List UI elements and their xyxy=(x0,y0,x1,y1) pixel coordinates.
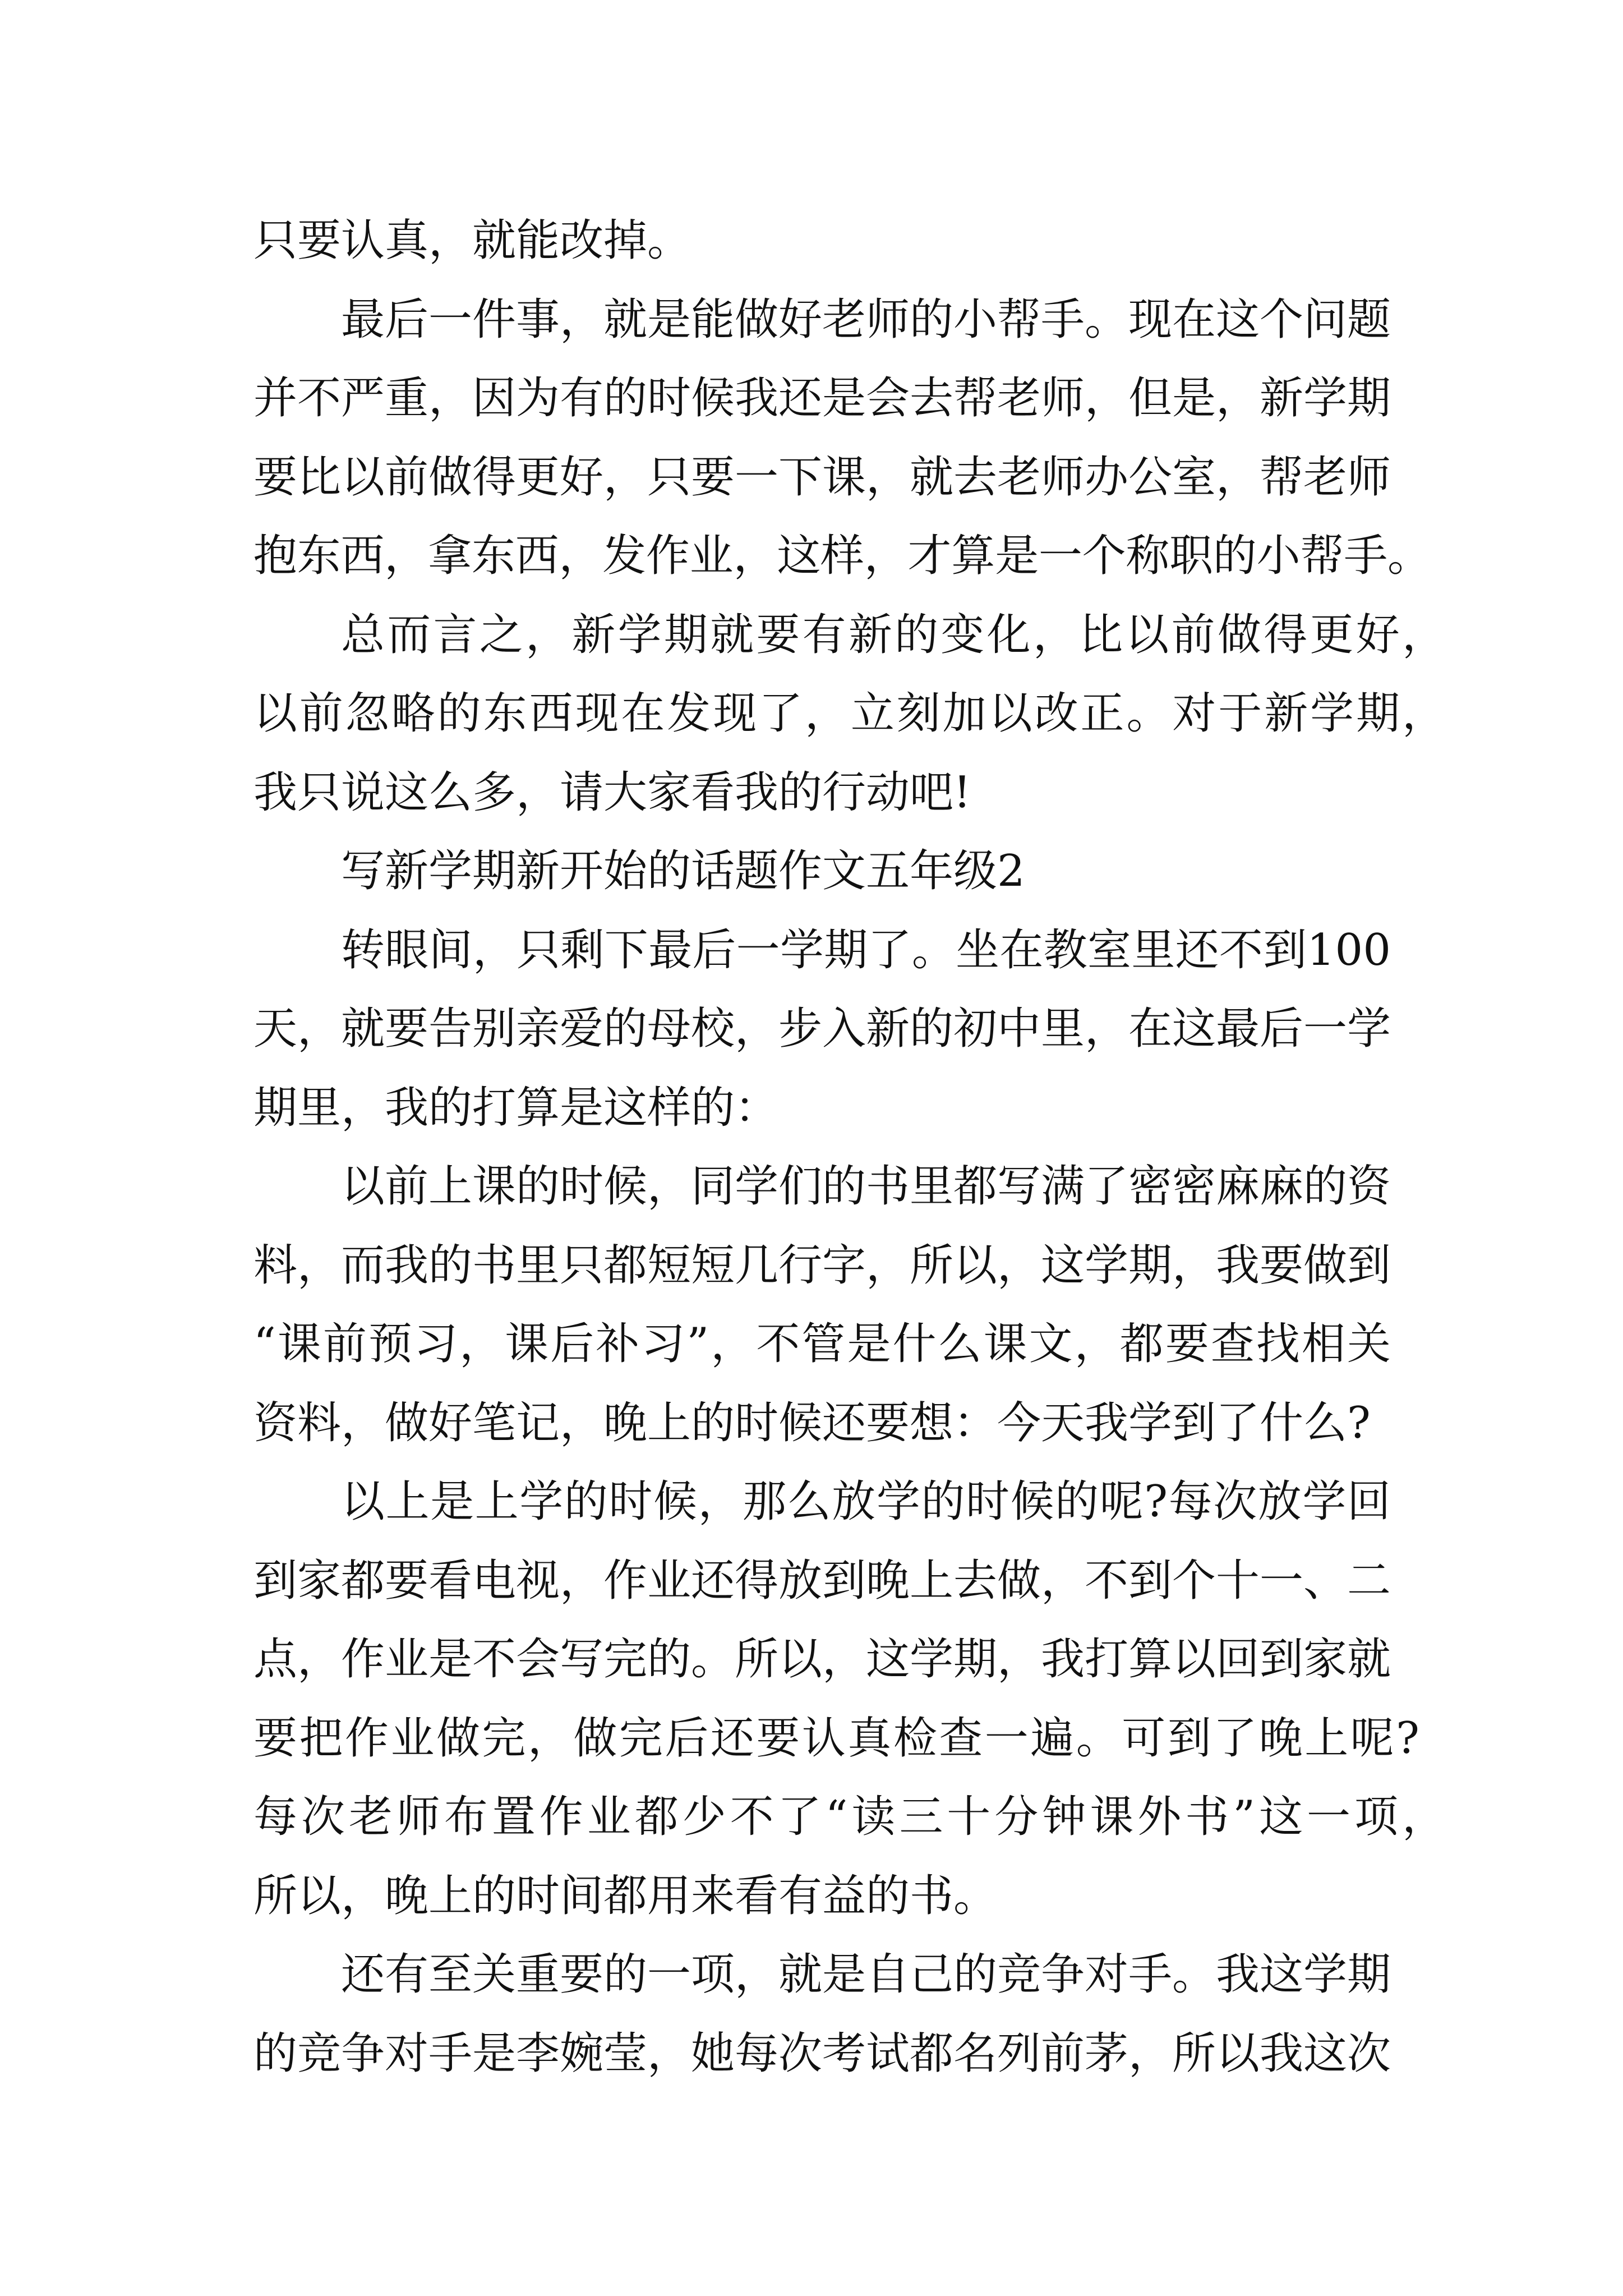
text-line-content: “课前预习，课后补习”，不管是什么课文，都要查找相关 xyxy=(253,1319,1393,1369)
paragraph xyxy=(253,1147,1446,1462)
text-line xyxy=(253,753,1391,832)
text-line xyxy=(253,359,1391,438)
paragraph xyxy=(253,280,1446,596)
text-line xyxy=(253,1620,1391,1699)
text-line xyxy=(253,438,1391,517)
text-line-content: 料，而我的书里只都短短几行字，所以，这学期，我要做到 xyxy=(253,1240,1391,1291)
text-line xyxy=(253,517,1431,596)
paragraph xyxy=(253,201,1446,280)
document-body xyxy=(253,201,1450,2093)
text-line-content: 转眼间，只剩下最后一学期了。坐在教室里还不到100 xyxy=(341,924,1391,976)
text-line-content: 要把作业做完，做完后还要认真检查一遍。可到了晚上呢? xyxy=(253,1713,1422,1764)
text-line-content: 还有至关重要的一项，就是自己的竞争对手。我这学期 xyxy=(341,1949,1391,2000)
text-line xyxy=(253,1935,1391,2014)
text-line-content: 所以，晚上的时间都用来看有益的书。 xyxy=(253,1870,998,1921)
text-line-content: 抱东西，拿东西，发作业，这样，才算是一个称职的小帮手。 xyxy=(253,531,1431,581)
text-line xyxy=(253,1305,1391,1384)
text-line-content: 以前上课的时候，同学们的书里都写满了密密麻麻的资 xyxy=(341,1161,1391,1212)
paragraph xyxy=(253,1935,1446,2093)
text-line-content: 的竞争对手是李婉莹，她每次考试都名列前茅，所以我这次 xyxy=(253,2028,1391,2079)
paragraph xyxy=(253,911,1446,1148)
text-line xyxy=(253,2014,1391,2093)
text-line-content: 总而言之，新学期就要有新的变化，比以前做得更好， xyxy=(341,609,1449,660)
text-line xyxy=(253,1226,1391,1305)
text-line-content: 我只说这么多，请大家看我的行动吧! xyxy=(253,767,971,818)
essay-title xyxy=(253,832,1446,911)
paragraph xyxy=(253,596,1449,832)
essay-title-text: 写新学期新开始的话题作文五年级2 xyxy=(341,846,1025,896)
text-line xyxy=(253,280,1391,360)
essay-title-line xyxy=(253,832,1391,911)
text-line-content: 只要认真，就能改掉。 xyxy=(253,215,691,266)
text-line-content: 要比以前做得更好，只要一下课，就去老师办公室，帮老师 xyxy=(253,452,1391,503)
text-line xyxy=(253,1542,1391,1621)
paragraph xyxy=(253,1462,1450,1935)
text-line xyxy=(253,990,1391,1069)
text-line xyxy=(253,1069,1391,1148)
text-line-content: 期里，我的打算是这样的： xyxy=(253,1082,779,1133)
text-line xyxy=(253,1384,1391,1463)
text-line-content: 最后一件事，就是能做好老师的小帮手。现在这个问题 xyxy=(341,294,1391,345)
text-line xyxy=(253,1147,1391,1226)
text-line xyxy=(253,201,1391,280)
text-line xyxy=(253,1462,1391,1542)
text-line-content: 点，作业是不会写完的。所以，这学期，我打算以回到家就 xyxy=(253,1634,1391,1685)
text-line-content: 以前忽略的东西现在发现了，立刻加以改正。对于新学期， xyxy=(253,688,1448,739)
text-line-content: 资料，做好笔记，晚上的时候还要想：今天我学到了什么? xyxy=(253,1397,1371,1448)
text-line-content: 天，就要告别亲爱的母校，步入新的初中里，在这最后一学 xyxy=(253,1004,1391,1054)
text-line xyxy=(253,596,1449,675)
text-line xyxy=(253,911,1391,990)
text-line xyxy=(253,1778,1450,1857)
text-line xyxy=(253,674,1446,753)
text-line-content: 每次老师布置作业都少不了“读三十分钟课外书”这一项， xyxy=(253,1792,1450,1842)
text-line-content: 以上是上学的时候，那么放学的时候的呢?每次放学回 xyxy=(341,1476,1392,1527)
text-line-content: 到家都要看电视，作业还得放到晚上去做，不到个十一、二 xyxy=(253,1555,1391,1606)
text-line-content: 并不严重，因为有的时候我还是会去帮老师，但是，新学期 xyxy=(253,373,1391,424)
text-line xyxy=(253,1699,1422,1778)
text-line xyxy=(253,1857,1391,1936)
